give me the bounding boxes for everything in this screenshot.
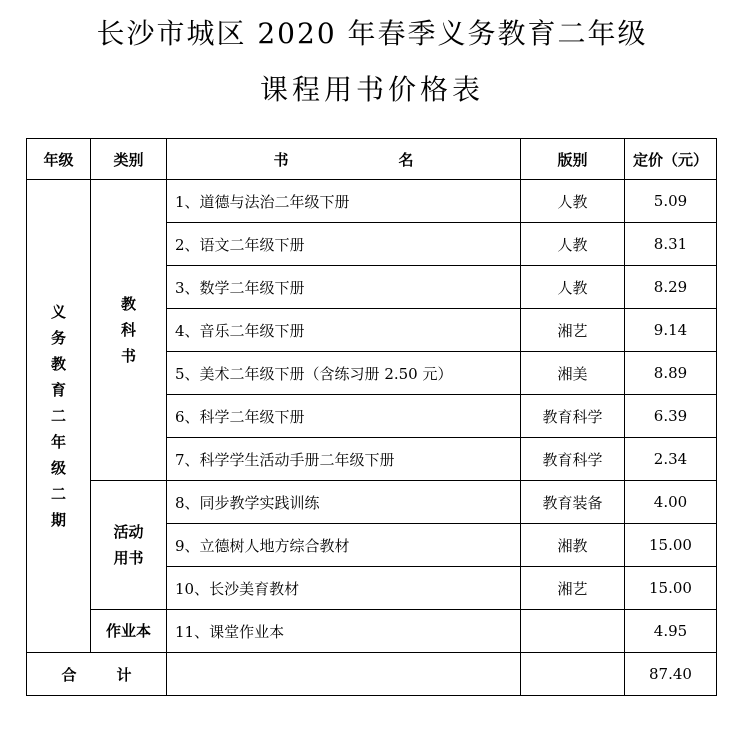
book-edition: 湘教 [521,524,625,567]
total-label [27,653,167,696]
book-name: 9、立德树人地方综合教材 [167,524,521,567]
book-name: 8、同步教学实践训练 [167,481,521,524]
grade-char: 期 [50,511,66,529]
total-empty-edition [521,653,625,696]
table-row [27,481,717,524]
category-activity [91,481,167,610]
grade-char: 务 [50,329,66,347]
header-grade: 年级 [27,139,91,180]
book-name: 1、道德与法治二年级下册 [167,180,521,223]
grade-char: 级 [50,459,66,477]
grade-char: 二 [50,407,66,425]
book-price: 2.34 [625,438,717,481]
header-edition: 版别 [521,139,625,180]
grade-char: 义 [50,303,66,321]
book-price: 8.29 [625,266,717,309]
book-edition: 湘艺 [521,567,625,610]
table-row [27,610,717,653]
category-workbook: 作业本 [91,610,167,653]
grade-char: 教 [50,355,66,373]
book-edition: 教育科学 [521,438,625,481]
book-name: 11、课堂作业本 [167,610,521,653]
header-book-name-1: 书 [273,150,289,169]
category-line: 活动 [113,523,144,541]
book-name: 6、科学二年级下册 [167,395,521,438]
book-price: 8.89 [625,352,717,395]
book-name: 2、语文二年级下册 [167,223,521,266]
grade-cell [27,180,91,653]
book-price: 9.14 [625,309,717,352]
book-name: 7、科学学生活动手册二年级下册 [167,438,521,481]
book-price: 5.09 [625,180,717,223]
header-book-name-2: 名 [398,150,414,169]
book-edition: 人教 [521,223,625,266]
total-row [27,653,717,696]
header-row [27,139,717,180]
total-value: 87.40 [625,653,717,696]
grade-char: 年 [50,433,66,451]
book-price: 6.39 [625,395,717,438]
category-char: 科 [120,321,136,339]
book-edition: 教育科学 [521,395,625,438]
book-price: 15.00 [625,567,717,610]
book-edition: 教育装备 [521,481,625,524]
book-name: 5、美术二年级下册（含练习册 2.50 元） [167,352,521,395]
price-table [26,138,717,696]
book-edition: 湘美 [521,352,625,395]
grade-char: 二 [50,485,66,503]
header-book-name [167,139,521,180]
book-price: 4.00 [625,481,717,524]
book-price: 8.31 [625,223,717,266]
book-edition: 人教 [521,266,625,309]
header-category: 类别 [91,139,167,180]
book-name: 4、音乐二年级下册 [167,309,521,352]
book-edition: 湘艺 [521,309,625,352]
book-name: 3、数学二年级下册 [167,266,521,309]
page-title: 长沙市城区 2020 年春季义务教育二年级 [96,17,648,50]
page-subtitle: 课程用书价格表 [259,73,484,106]
grade-char: 育 [50,381,66,399]
book-edition: 人教 [521,180,625,223]
book-edition [521,610,625,653]
table-row [27,180,717,223]
header-price: 定价（元） [625,139,717,180]
category-char: 书 [120,347,136,365]
total-label-1: 合 [61,665,77,684]
total-label-2: 计 [116,665,132,684]
book-price: 15.00 [625,524,717,567]
book-price: 4.95 [625,610,717,653]
book-name: 10、长沙美育教材 [167,567,521,610]
category-char: 教 [120,295,136,313]
category-line: 用书 [113,549,144,567]
total-empty-name [167,653,521,696]
category-textbook [91,180,167,481]
